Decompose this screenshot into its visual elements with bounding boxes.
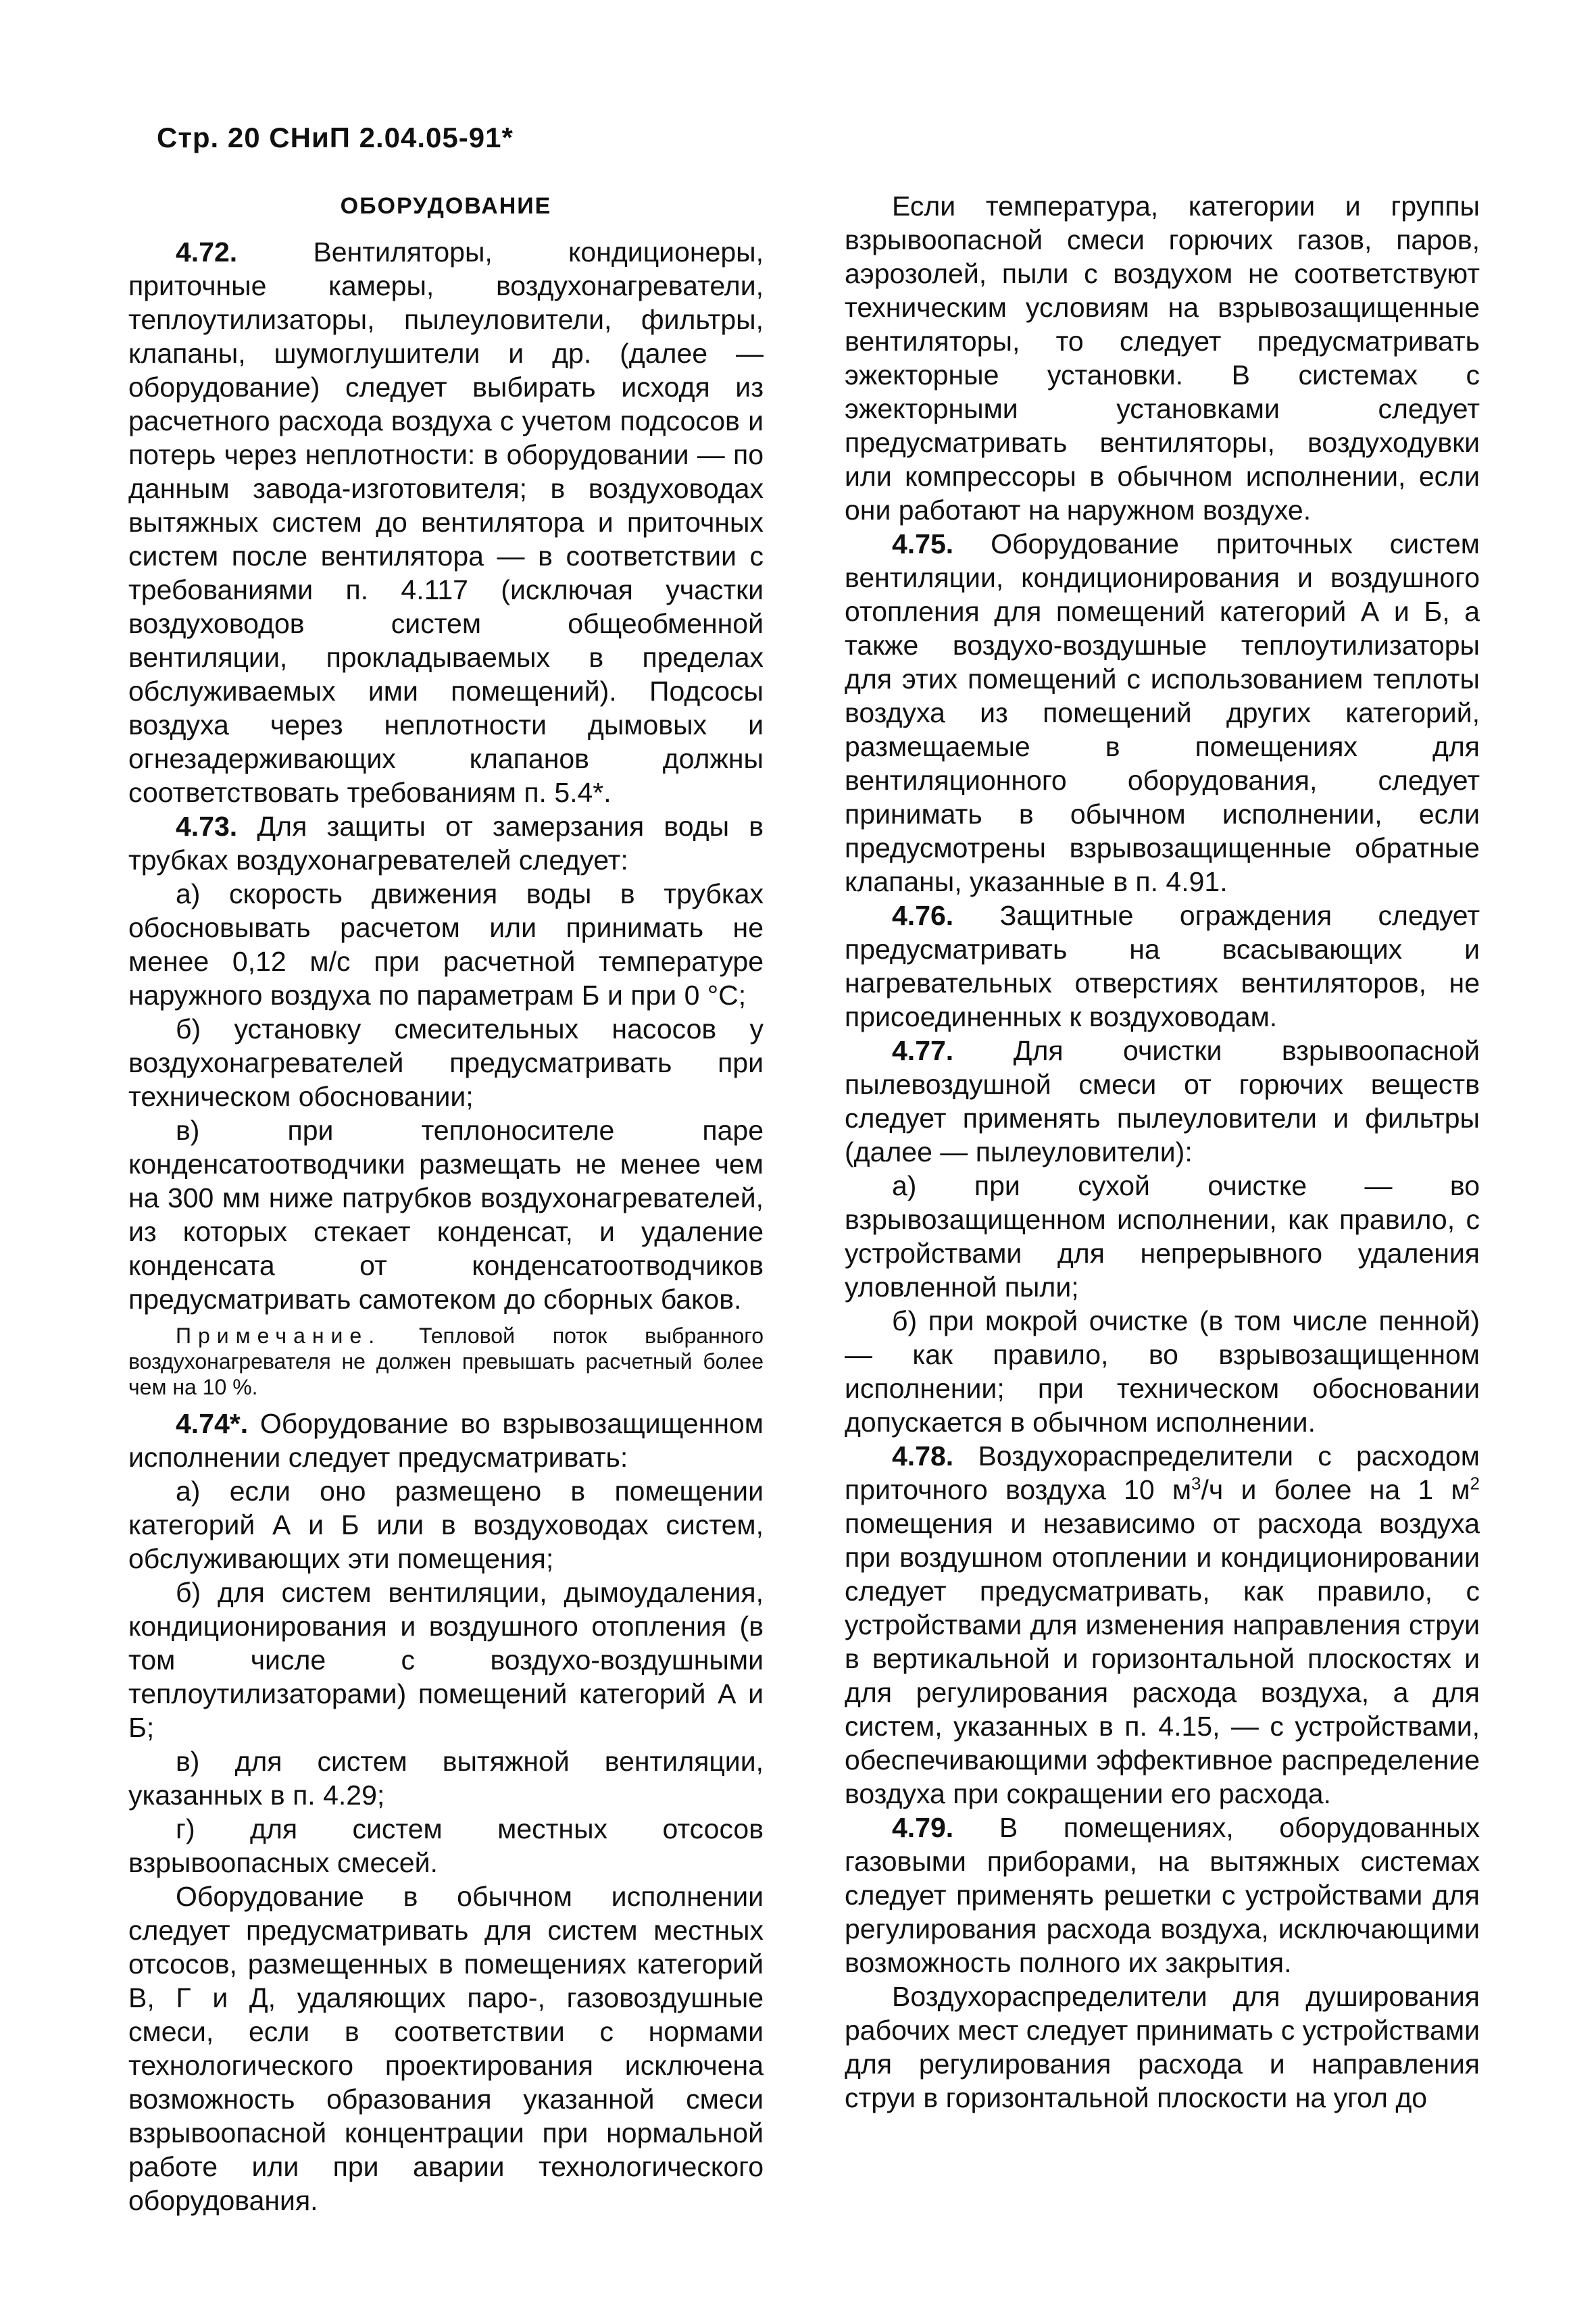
clause-number: 4.78. [892,1440,954,1472]
clause-text-start: Воздухораспределители с расходом приточного воздуха 10 м [845,1440,1480,1505]
clause-text: Для защиты от замерзания воды в трубках воздухонагревателей следует: [128,811,764,876]
paragraph-text: Если температура, категории и группы взрывоопасной смеси горючих газов, паров, аэрозолей, пыли с воздухом не соответствуют техническим условиям на взрывозащищенные вентиляторы, то следует предусматривать эжекторные установки. В системах с эжекторными установками следует предусматривать вентиляторы, воздуходувки или компрессоры в обычном исполнении, если они работают на наружном воздухе. [845,191,1480,526]
paragraph-text: Оборудование в обычном исполнении следует предусматривать для систем местных отсосов, размещенных в помещениях категорий В, Г и Д, удаляющих паро-, газовоздушные смеси, если в соответствии с нормами технологического проектирования исключена возможность образования указанной смеси взрывоопасной концентрации при нормальной работе или при аварии технологического оборудования. [128,1881,764,2216]
paragraph-4-75 [845,527,1480,899]
clause-text: В помещениях, оборудованных газовыми приборами, на вытяжных системах следует применять решетки с устройствами для регулирования расхода воздуха, исключающими возможность полного их закрытия. [845,1812,1480,1978]
clause-number: 4.74*. [176,1408,249,1439]
list-item: а) если оно размещено в помещении категорий А и Б или в воздуховодах систем, обслуживающих эти помещения; [128,1476,764,1574]
clause-number: 4.75. [892,528,954,559]
clause-number: 4.73. [176,811,238,842]
list-item: а) при сухой очистке — во взрывозащищенном исполнении, как правило, с устройствами для непрерывного удаления уловленной пыли; [845,1170,1480,1303]
list-item: б) при мокрой очистке (в том числе пенной) — как правило, во взрывозащищенном исполнении; при техническом обосновании допускается в обычном исполнении. [845,1305,1480,1438]
clause-text: Оборудование во взрывозащищенном исполнении следует предусматривать: [128,1408,764,1473]
clause-text-mid: /ч и более на 1 м [1201,1474,1470,1505]
superscript: 2 [1470,1473,1480,1494]
paragraph-4-79 [845,1811,1480,1980]
clause-text-end: помещения и независимо от расхода воздуха при воздушном отоплении и кондиционировании следует предусматривать, как правило, с устройствами для изменения направления струи в вертикальной и горизонтальной плоскостях и для регулирования расхода воздуха, а для систем, указанных в п. 4.15, — с устройствами, обеспечивающими эффективное распределение воздуха при сокращении его расхода. [845,1508,1480,1809]
list-item: а) скорость движения воды в трубках обосновывать расчетом или принимать не менее 0,12 м/с при расчетной температуре наружного воздуха по параметрам Б и при 0 °С; [128,878,764,1011]
list-item: в) при теплоносителе паре конденсатоотводчики размещать не менее чем на 300 мм ниже патрубков воздухонагревателей, из которых стекает конденсат, и удаление конденсата от конденсатоотводчиков предусматривать самотеком до сборных баков. [128,1115,764,1315]
clause-number: 4.77. [892,1035,954,1066]
list-item: б) установку смесительных насосов у воздухонагревателей предусматривать при техническом обосновании; [128,1013,764,1112]
list-item: в) для систем вытяжной вентиляции, указанных в п. 4.29; [128,1746,764,1811]
paragraph-4-72 [128,235,764,809]
clause-text: Для очистки взрывоопасной пылевоздушной смеси от горючих веществ следует применять пылеуловители и фильтры (далее — пылеуловители): [845,1035,1480,1167]
paragraph-4-73 [128,809,764,877]
paragraph-4-77 [845,1034,1480,1169]
page-header: Стр. 20 СНиП 2.04.05-91* [157,122,514,153]
clause-number: 4.76. [892,900,954,931]
note [128,1323,764,1400]
paragraph-4-78 [845,1439,1480,1811]
paragraph-4-74 [128,1407,764,1474]
paragraph-4-76 [845,899,1480,1034]
section-title: ОБОРУДОВАНИЕ [340,193,552,219]
clause-text: Оборудование приточных систем вентиляции, кондиционирования и воздушного отопления для помещений категорий А и Б, а также воздухо-воздушные теплоутилизаторы для этих помещений с использованием теплоты воздуха из помещений других категорий, размещаемые в помещениях для вентиляционного оборудования, следует принимать в обычном исполнении, если предусмотрены взрывозащищенные обратные клапаны, указанные в п. 4.91. [845,528,1480,897]
clause-text: Вентиляторы, кондиционеры, приточные камеры, воздухонагреватели, теплоутилизаторы, пылеуловители, фильтры, клапаны, шумоглушители и др. (далее — оборудование) следует выбирать исходя из расчетного расхода воздуха с учетом подсосов и потерь через неплотности: в оборудовании — по данным завода-изготовителя; в воздуховодах вытяжных систем до вентилятора и приточных систем после вентилятора — в соответствии с требованиями п. 4.117 (исключая участки воздуховодов систем общеобменной вентиляции, прокладываемых в пределах обслуживаемых ими помещений). Подсосы воздуха через неплотности дымовых и огнезадерживающих клапанов должны соответствовать требованиям п. 5.4*. [128,236,764,808]
clause-number: 4.79. [892,1812,954,1843]
note-text: Тепловой поток выбранного воздухонагревателя не должен превышать расчетный более чем на 10 %. [128,1324,764,1399]
paragraph-text: Воздухораспределители для душирования рабочих мест следует принимать с устройствами для регулирования расхода и направления струи в горизонтальной плоскости на угол до [845,1981,1480,2113]
clause-text: Защитные ограждения следует предусматривать на всасывающих и нагревательных отверстиях вентиляторов, не присоединенных к воздуховодам. [845,900,1480,1032]
list-item: г) для систем местных отсосов взрывоопасных смесей. [128,1813,764,1878]
left-column [128,189,764,2217]
note-label: Примечание. [176,1324,382,1348]
superscript: 3 [1191,1473,1201,1494]
right-column [845,189,1480,2115]
list-item: б) для систем вентиляции, дымоудаления, кондиционирования и воздушного отопления (в том числе с воздухо-воздушными теплоутилизаторами) помещений категорий А и Б; [128,1577,764,1743]
clause-number: 4.72. [176,236,238,268]
